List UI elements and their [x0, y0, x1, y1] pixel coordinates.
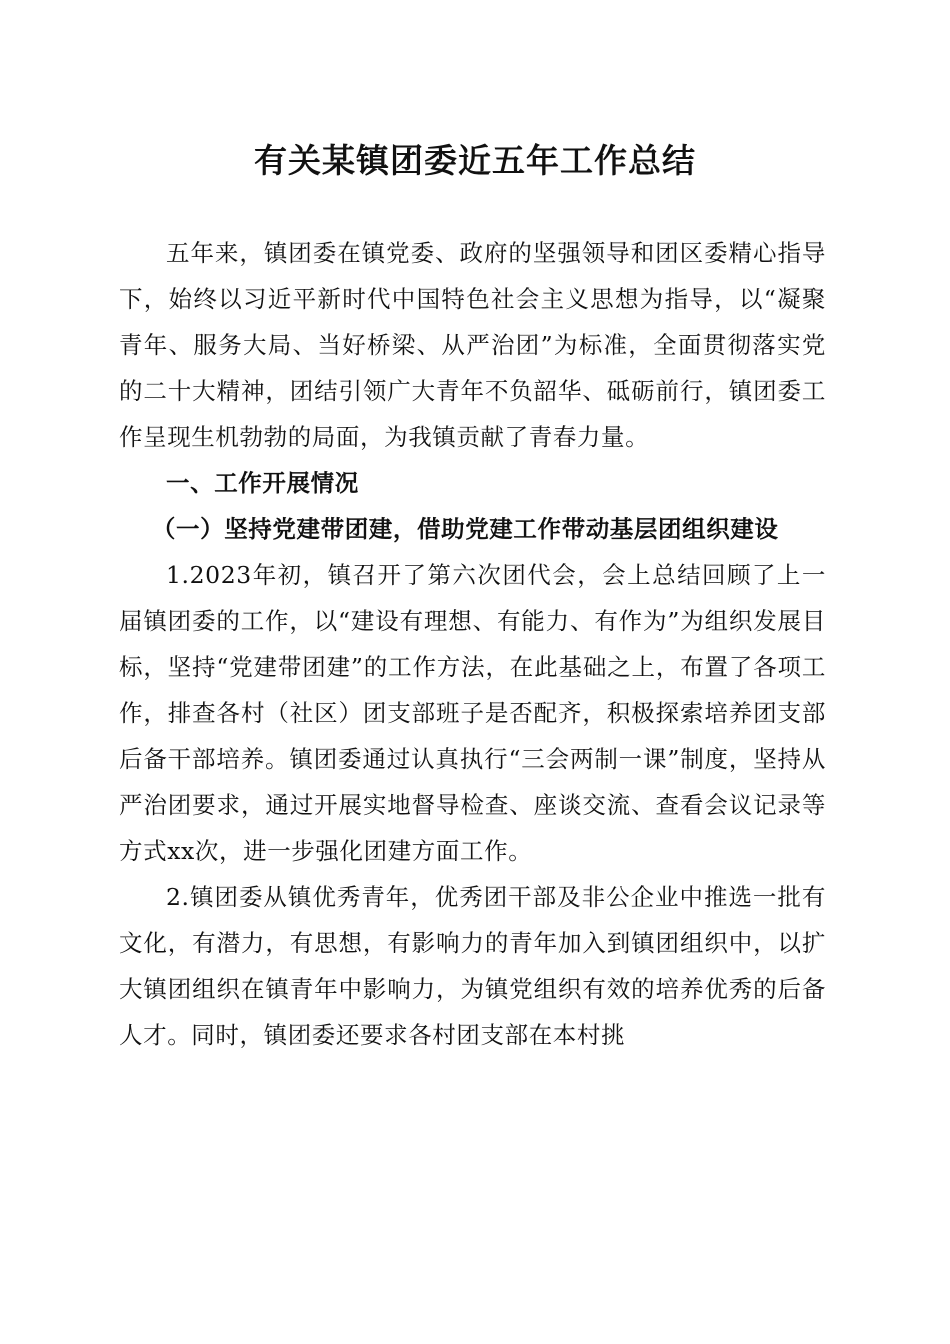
document-title: 有关某镇团委近五年工作总结 [254, 141, 696, 180]
item-paragraph-1: 1.2023年初，镇召开了第六次团代会，会上总结回顾了上一届镇团委的工作，以“建设有理想、有能力、有作为”为组织发展目标，坚持“党建带团建”的工作方法，在此基础之上，布置了各项工作，排查各村（社区）团支部班子是否配齐，积极探索培养团支部后备干部培养。镇团委通过认真执行“三会两制一课”制度，坚持从严治团要求，通过开展实地督导检查、座谈交流、查看会议记录等方式xx次，进一步强化团建方面工作。 [119, 561, 826, 865]
subsection-heading-party-building: （一）坚持党建带团建，借助党建工作带动基层团组织建设 [151, 515, 779, 543]
section-heading-work-status: 一、工作开展情况 [166, 469, 359, 497]
document-body [119, 230, 826, 1058]
intro-paragraph: 五年来，镇团委在镇党委、政府的坚强领导和团区委精心指导下，始终以习近平新时代中国特色社会主义思想为指导，以“凝聚青年、服务大局、当好桥梁、从严治团”为标准，全面贯彻落实党的二十大精神，团结引领广大青年不负韶华、砥砺前行，镇团委工作呈现生机勃勃的局面，为我镇贡献了青春力量。 [119, 239, 826, 451]
item-paragraph-2: 2.镇团委从镇优秀青年，优秀团干部及非公企业中推选一批有文化，有潜力，有思想，有影响力的青年加入到镇团组织中，以扩大镇团组织在镇青年中影响力，为镇党组织有效的培养优秀的后备人才。同时，镇团委还要求各村团支部在本村挑 [119, 883, 826, 1049]
